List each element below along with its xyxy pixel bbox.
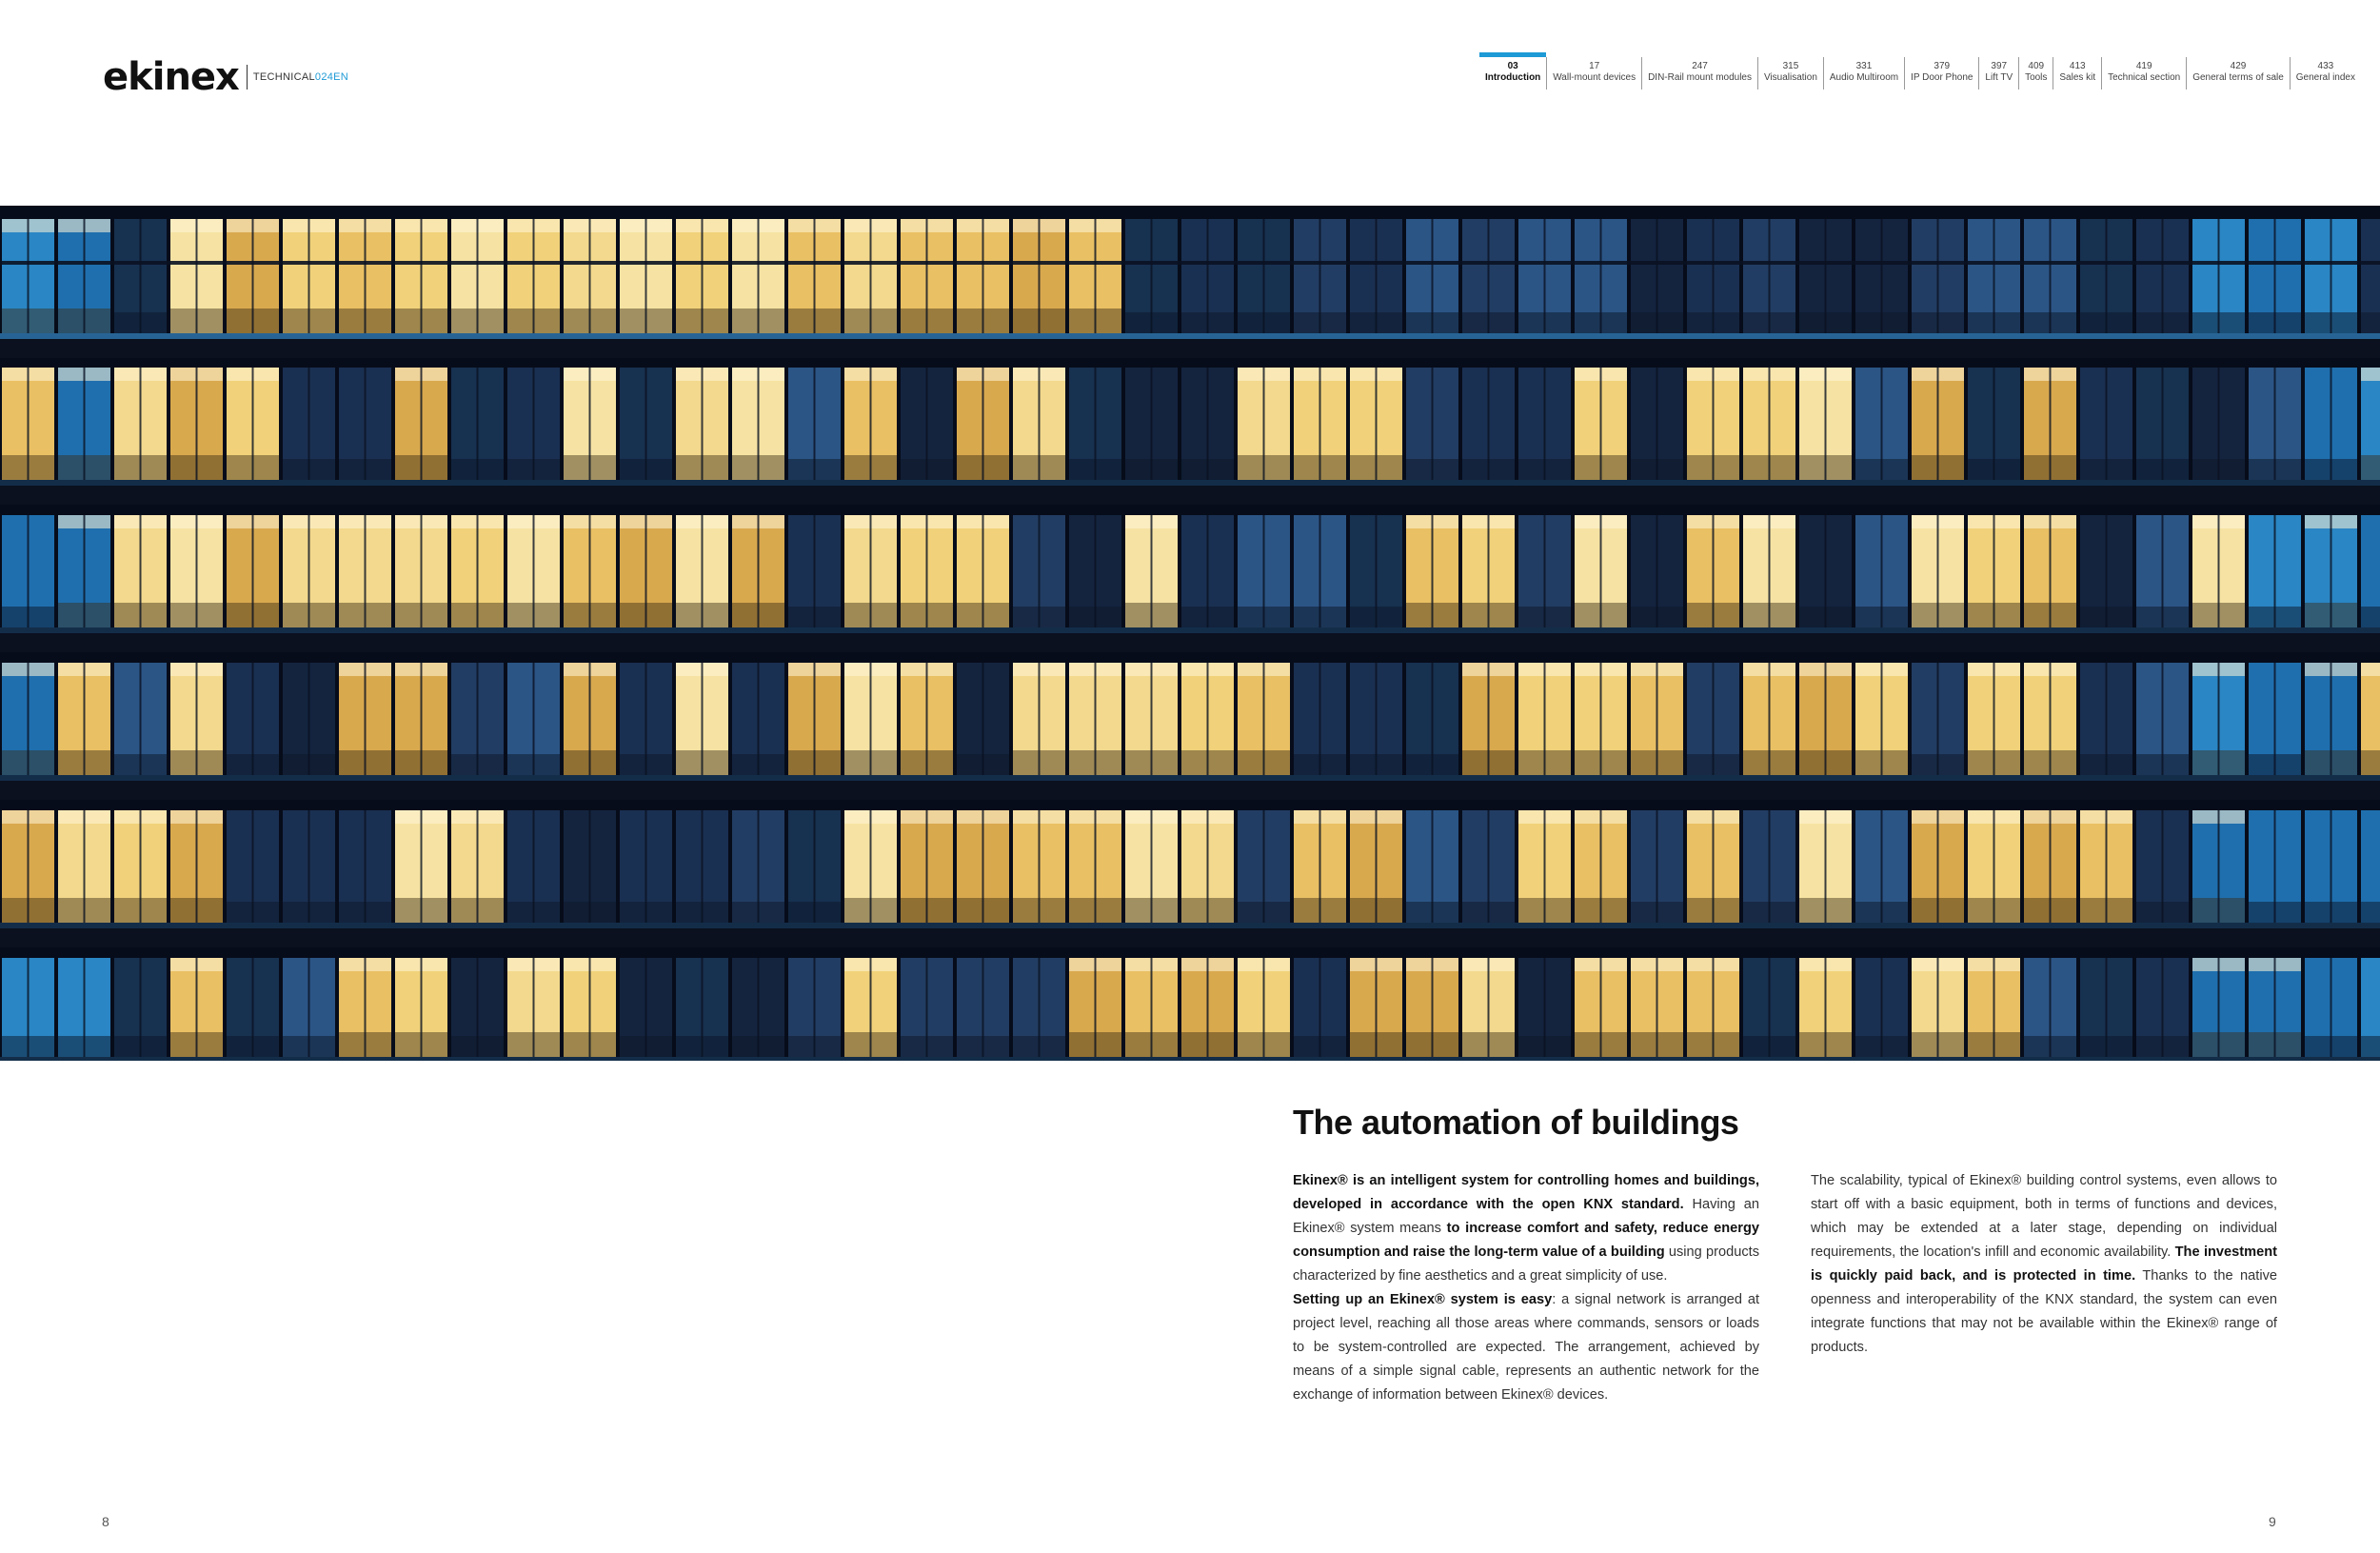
nav-tab-label: Tools (2025, 72, 2048, 83)
nav-tab-sales-kit[interactable] (2053, 57, 2101, 90)
nav-tab-page: 433 (2317, 61, 2334, 71)
logo-wordmark: ekinex (103, 55, 239, 99)
nav-tab-page: 409 (2028, 61, 2045, 71)
nav-tab-label: Technical section (2108, 72, 2181, 83)
nav-tab-label: IP Door Phone (1911, 72, 1973, 83)
nav-tab-page: 397 (1991, 61, 2008, 71)
nav-tab-label: General index (2295, 72, 2355, 83)
nav-tab-page: 419 (2135, 61, 2152, 71)
office-building-photo (0, 206, 2380, 1061)
nav-tab-introduction[interactable] (1479, 52, 1546, 85)
nav-tab-din-rail-mount-modules[interactable] (1641, 57, 1757, 90)
nav-tab-wall-mount-devices[interactable] (1546, 57, 1641, 90)
nav-tab-label: Lift TV (1985, 72, 2013, 83)
catalog-tag: TECHNICAL024EN (252, 71, 349, 83)
nav-tab-general-index[interactable] (2290, 57, 2361, 90)
body-column-left (1293, 1169, 1759, 1407)
paragraph-3: The scalability, typical of Ekinex® building control systems, even allows to start off with a basic equipment, both in terms of functions and devices, which may be extended at a later stage, depending on individual requirements, the location's infill and economic availability. The investment is quickly paid back, and is protected in time. Thanks to the native openness and interoperability of the KNX standard, the system can even integrate functions that may not be available within the Ekinex® range of products. (1811, 1173, 2277, 1355)
article-title: The automation of buildings (1293, 1103, 1739, 1142)
nav-tab-page: 17 (1589, 61, 1600, 71)
nav-tab-page: 315 (1782, 61, 1799, 71)
nav-tab-visualisation[interactable] (1757, 57, 1823, 90)
nav-tab-general-terms-of-sale[interactable] (2186, 57, 2290, 90)
nav-tab-label: DIN-Rail mount modules (1648, 72, 1752, 83)
nav-tab-page: 247 (1692, 61, 1708, 71)
page-number-right: 9 (2269, 1514, 2276, 1529)
body-column-right (1811, 1169, 2277, 1360)
nav-tab-label: Sales kit (2059, 72, 2096, 83)
nav-tab-label: Introduction (1484, 72, 1541, 83)
section-navigation (1479, 57, 2361, 90)
logo-divider (247, 65, 248, 90)
nav-tab-label: Visualisation (1763, 72, 1817, 83)
nav-tab-page: 429 (2230, 61, 2247, 71)
page-number-left: 8 (102, 1514, 109, 1529)
catalog-code: 024EN (314, 71, 349, 83)
nav-tab-technical-section[interactable] (2101, 57, 2186, 90)
nav-tab-ip-door-phone[interactable] (1904, 57, 1978, 90)
nav-tab-page: 379 (1934, 61, 1951, 71)
nav-tab-lift-tv[interactable] (1978, 57, 2018, 90)
nav-tab-label: General terms of sale (2192, 72, 2284, 83)
building-facade-image (0, 206, 2380, 1061)
nav-tab-page: 03 (1507, 61, 1518, 71)
nav-tab-tools[interactable] (2018, 57, 2053, 90)
nav-tab-label: Audio Multiroom (1829, 72, 1899, 83)
nav-tab-audio-multiroom[interactable] (1823, 57, 1904, 90)
brand-logo (103, 55, 348, 99)
nav-tab-page: 331 (1855, 61, 1873, 71)
paragraph-1: Ekinex® is an intelligent system for controlling homes and buildings, developed in accordance with the open KNX standard. Having an Ekinex® system means to increase comfort and safety, reduce energy consumption and raise the long-term value of a building using products characterized by fine aesthetics and a great simplicity of use. (1293, 1173, 1759, 1284)
nav-tab-page: 413 (2069, 61, 2086, 71)
nav-tab-label: Wall-mount devices (1553, 72, 1636, 83)
paragraph-2: Setting up an Ekinex® system is easy: a signal network is arranged at project level, reaching all those areas where commands, sensors or loads to be system-controlled are expected. The arrangement, achieved by means of a simple signal cable, represents an authentic network for the exchange of information between Ekinex® devices. (1293, 1292, 1759, 1403)
